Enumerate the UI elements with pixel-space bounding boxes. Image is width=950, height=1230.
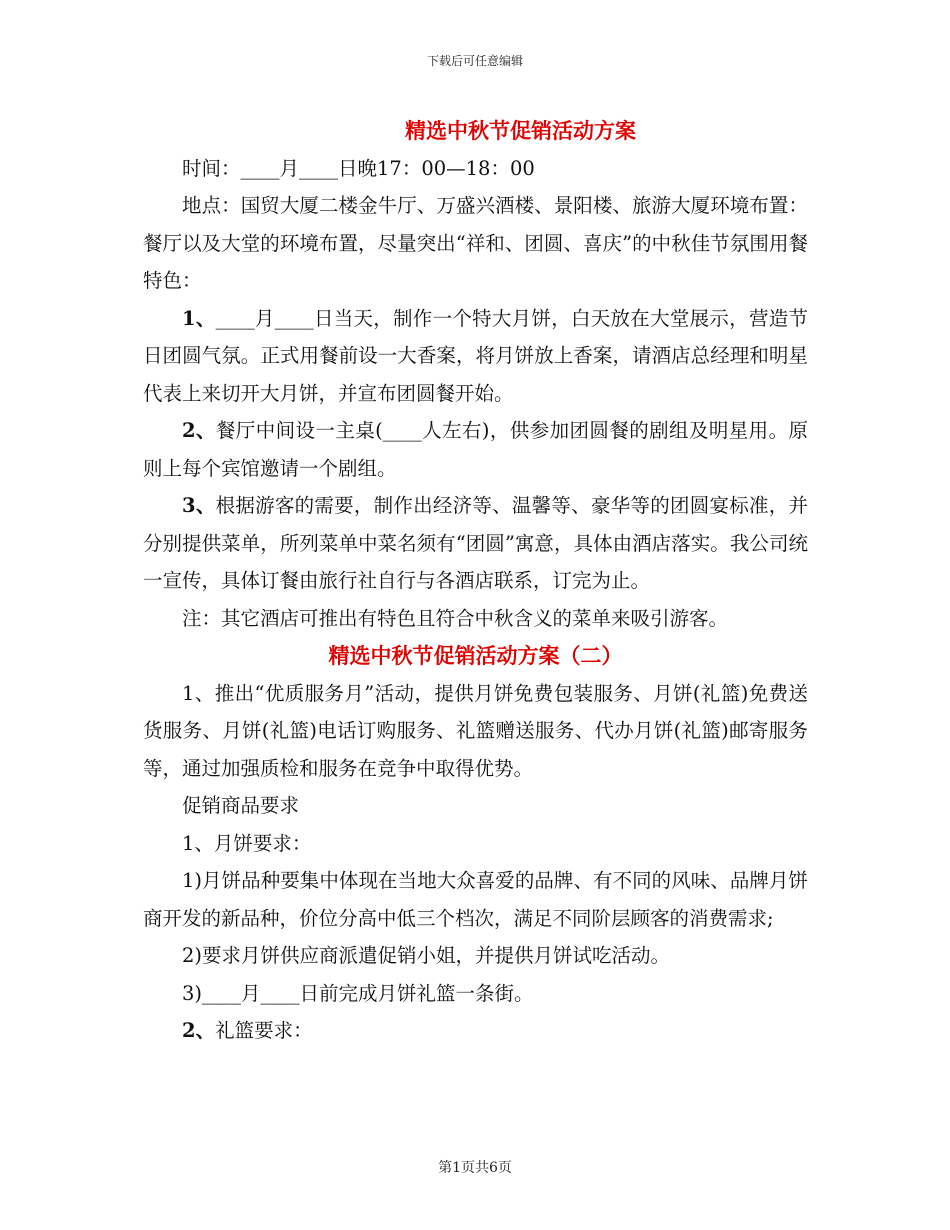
sub-item-3: 3)____月____日前完成月饼礼篮一条街。 bbox=[182, 981, 534, 1005]
basket-req-text: 礼篮要求： bbox=[215, 1019, 313, 1042]
item-4-number: 1、 bbox=[182, 681, 215, 705]
sub-item-2: 2)要求月饼供应商派遣促销小姐，并提供月饼试吃活动。 bbox=[182, 944, 671, 967]
item-1-number: 1、 bbox=[182, 306, 216, 330]
mooncake-req-text: 月饼要求： bbox=[213, 831, 312, 855]
basket-requirements bbox=[143, 1012, 808, 1050]
page-header: 下载后可任意编辑 bbox=[426, 54, 523, 68]
time-paragraph: 时间：____月____日晚17：00—18：00 bbox=[182, 156, 535, 180]
item-1-text: ____月____日当天，制作一个特大月饼，白天放在大堂展示，营造节日团圆气氛。正式用餐前设一大香案，将月饼放上香案，请酒店总经理和明星代表上来切开大月饼，并宣布团圆餐开始。 bbox=[143, 306, 808, 405]
place-paragraph: 地点：国贸大厦二楼金牛厅、万盛兴酒楼、景阳楼、旅游大厦环境布置：餐厅以及大堂的环境布置，尽量突出“祥和、团圆、喜庆”的中秋佳节氛围用餐特色： bbox=[143, 194, 808, 292]
title-2: 精选中秋节促销活动方案（二） bbox=[328, 643, 623, 668]
requirements-heading: 促销商品要求 bbox=[182, 794, 300, 817]
sub-item-1: 1)月饼品种要集中体现在当地大众喜爱的品牌、有不同的风味、品牌月饼商开发的新品种，价位分高中低三个档次，满足不同阶层顾客的消费需求; bbox=[143, 869, 808, 930]
mooncake-req-number: 1、 bbox=[182, 831, 214, 855]
item-3-text: 根据游客的需要，制作出经济等、温馨等、豪华等的团圆宴标准，并分别提供菜单，所列菜单中菜名须有“团圆”寓意，具体由酒店落实。我公司统一宣传，具体订餐由旅行社自行与各酒店联系，订完为止。 bbox=[143, 494, 808, 592]
note-paragraph: 注：其它酒店可推出有特色且符合中秋含义的菜单来吸引游客。 bbox=[182, 606, 729, 630]
item-4-text: 推出“优质服务月”活动，提供月饼免费包装服务、月饼(礼篮)免费送货服务、月饼(礼篮)电话订购服务、礼篮赠送服务、代办月饼(礼篮)邮寄服务等，通过加强质检和服务在竞争中取得优势。 bbox=[143, 681, 808, 780]
item-3-number: 3、 bbox=[182, 494, 216, 517]
item-4 bbox=[143, 675, 808, 788]
title-1: 精选中秋节促销活动方案 bbox=[405, 118, 636, 143]
item-2-text: 餐厅中间设一主桌(____人左右)，供参加团圆餐的剧组及明星用。原则上每个宾馆邀请一个剧组。 bbox=[143, 419, 808, 480]
document-body bbox=[143, 112, 808, 1050]
basket-req-number: 2、 bbox=[182, 1019, 216, 1042]
page-footer: 第1页共6页 bbox=[438, 1160, 512, 1176]
item-1 bbox=[143, 300, 808, 413]
item-2-number: 2、 bbox=[182, 419, 216, 442]
item-2 bbox=[143, 412, 808, 487]
item-3 bbox=[143, 487, 808, 600]
mooncake-requirements bbox=[143, 825, 808, 863]
